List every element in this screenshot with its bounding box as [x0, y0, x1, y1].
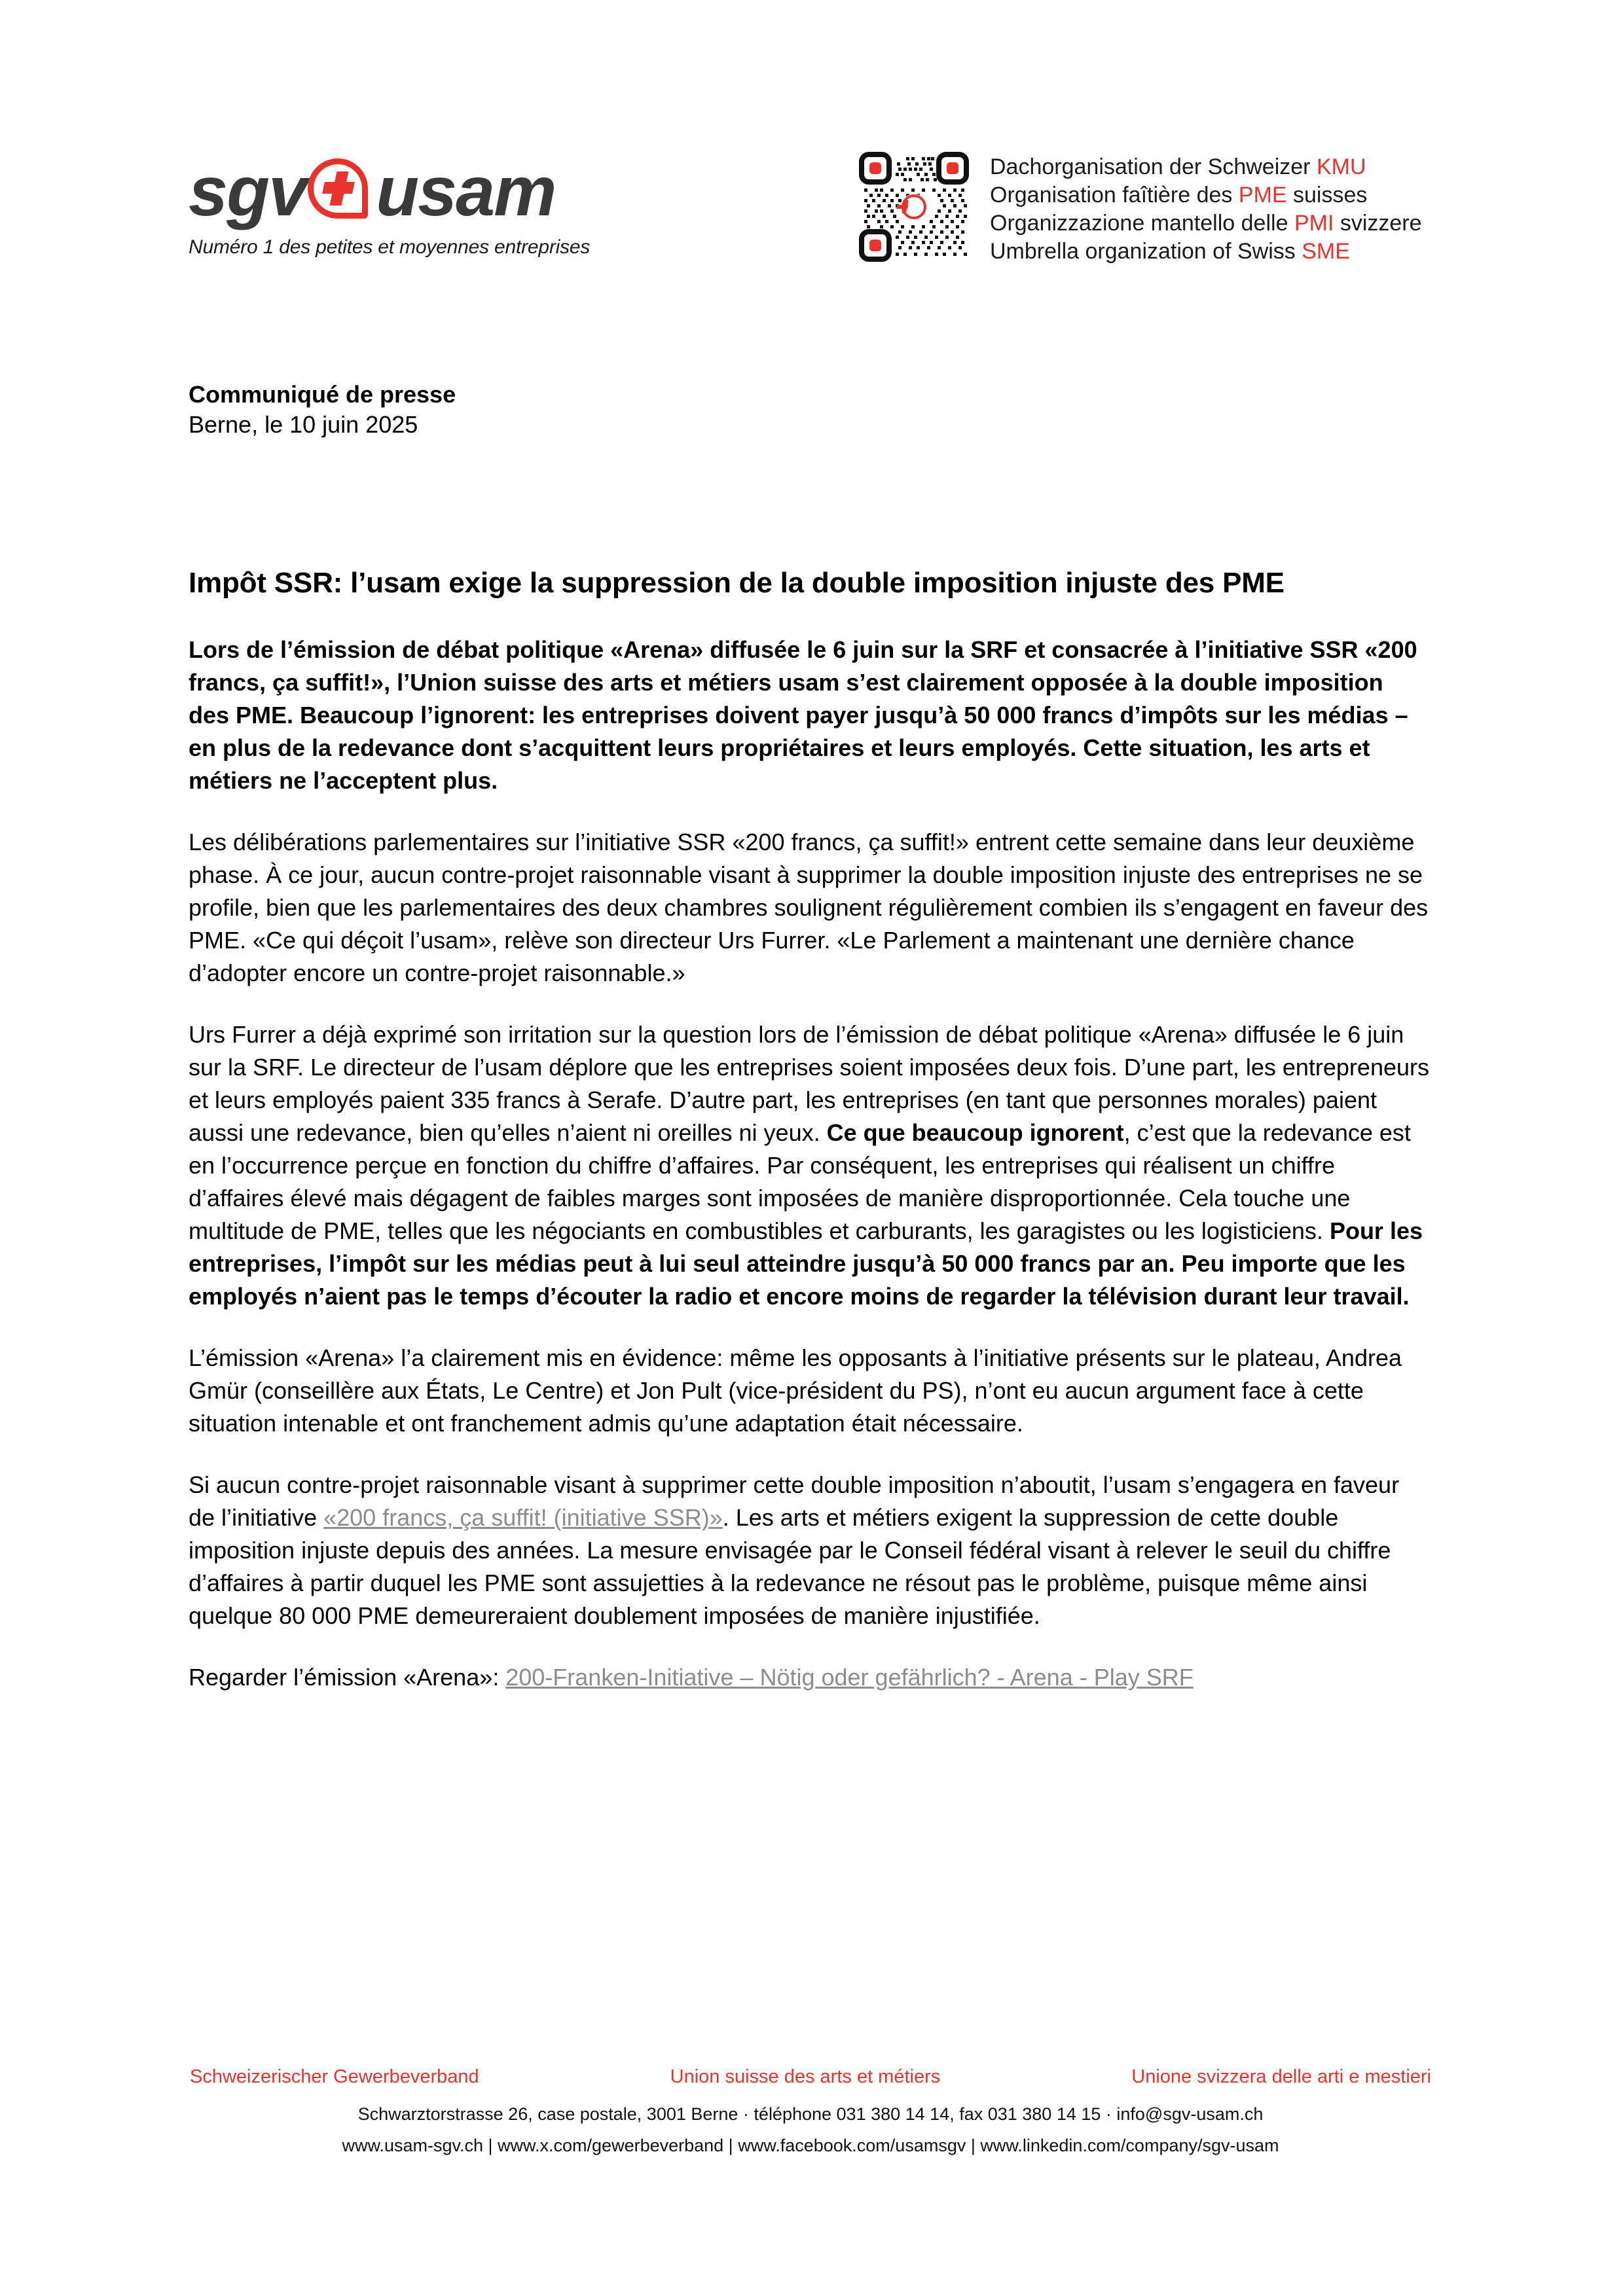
document-body: [189, 380, 1429, 1694]
sgv-usam-logo: [189, 151, 608, 259]
lang-it-highlight: PMI: [1294, 211, 1334, 236]
paragraph-5: [189, 1661, 1429, 1694]
lang-en-prefix: Umbrella organization of Swiss: [990, 239, 1302, 264]
paragraph-2: [189, 1018, 1429, 1313]
page-title: Impôt SSR: l’usam exige la suppression de la double imposition injuste des PME: [189, 567, 1285, 599]
footer-address: Schwarztorstrasse 26, case postale, 3001 Berne · téléphone 031 380 14 14, fax 031 380 14 15 · info@sgv-usam.ch: [357, 2104, 1264, 2124]
lang-de-highlight: KMU: [1316, 154, 1366, 179]
footer-name-it: Unione svizzera delle arti e mestieri: [1131, 2066, 1431, 2087]
lang-fr-suffix: suisses: [1286, 183, 1368, 207]
lang-line-it: [990, 209, 1422, 238]
lang-de-prefix: Dachorganisation der Schweizer: [990, 154, 1317, 179]
logo-wordmark: [189, 151, 608, 230]
paragraph-2-bold-2: Pour les entreprises, l’impôt sur les médias peut à lui seul atteindre jusqu’à 50 000 francs par an. Peu importe que les employés n’aient pas le temps d’écouter la radio et encore moins de regarder la télévision durant leur travail.: [189, 1217, 1423, 1310]
footer-name-fr: Union suisse des arts et métiers: [670, 2066, 941, 2087]
lang-it-prefix: Organizzazione mantello delle: [990, 211, 1294, 236]
arena-broadcast-link[interactable]: 200-Franken-Initiative – Nötig oder gefährlich? - Arena - Play SRF: [505, 1664, 1194, 1691]
qr-code-icon[interactable]: [858, 151, 970, 263]
logo-tagline: Numéro 1 des petites et moyennes entreprises: [189, 236, 591, 258]
lang-fr-prefix: Organisation faîtière des: [990, 183, 1239, 207]
footer-name-de: Schweizerischer Gewerbeverband: [190, 2066, 479, 2087]
swiss-cross-circle-icon: [306, 157, 374, 225]
lang-line-en: [990, 238, 1422, 266]
paragraph-1: Les délibérations parlementaires sur l’initiative SSR «200 francs, ça suffit!» entrent cette semaine dans leur deuxième phase. À ce jour, aucun contre-projet raisonnable visant à supprimer la double imposition injuste des entreprises ne se profile, bien que les parlementaires des deux chambres soulignent régulièrement combien ils s’engagent en faveur des PME. «Ce qui déçoit l’usam», relève son directeur Urs Furrer. «Le Parlement a maintenant une dernière chance d’adopter encore un contre-projet raisonnable.»: [189, 829, 1429, 986]
logo-text-sgv: sgv: [189, 151, 307, 230]
footer-organization-names: [189, 2065, 1432, 2089]
paragraph-2-part-a: Urs Furrer a déjà exprimé son irritation sur la question lors de l’émission de débat politique «Arena» diffusée le 6 juin sur la SRF. Le directeur de l’usam déplore que les entreprises soient imposées deux fois. D’une part, les entrepreneurs et leurs employés paient 335 francs à Serafe. D’autre part, les entreprises (en tant que personnes morales) paient aussi une redevance, bien qu’elles n’aient ni oreilles ni yeux.: [189, 1021, 1429, 1146]
initiative-link[interactable]: «200 francs, ça suffit! (initiative SSR)»: [323, 1504, 723, 1531]
qr-language-block: [858, 151, 1422, 266]
paragraph-2-bold-1: Ce que beaucoup ignorent: [826, 1119, 1124, 1146]
paragraph-4: [189, 1469, 1429, 1632]
paragraph-2-part-b: , c’est que la redevance est en l’occurrence perçue en fonction du chiffre d’affaires. Par conséquent, les entreprises qui réalisent un chiffre d’affaires élevé mais dégagent de faibles marges sont imposées de manière disproportionnée. Cela touche une multitude de PME, telles que les négociants en combustibles et carburants, les garagistes ou les logisticiens.: [189, 1119, 1411, 1244]
logo-text-usam: usam: [376, 151, 556, 230]
lang-it-suffix: svizzere: [1334, 211, 1422, 236]
organization-languages: [990, 151, 1422, 266]
paragraph-4-part-a: Si aucun contre-projet raisonnable visant à supprimer cette double imposition n’aboutit, l’usam s’engagera en faveur de l’initiative: [189, 1471, 1400, 1531]
paragraph-4-part-b: . Les arts et métiers exigent la suppression de cette double imposition injuste depuis des années. La mesure envisagée par le Conseil fédéral visant à relever le seuil du chiffre d’affaires à partir duquel les PME sont assujetties à la redevance ne résout pas le problème, puisque même ainsi quelque 80 000 PME demeureraient doublement imposées de manière injustifiée.: [189, 1504, 1391, 1629]
lead-paragraph: Lors de l’émission de débat politique «Arena» diffusée le 6 juin sur la SRF et consacrée à l’initiative SSR «200 francs, ça suffit!», l’Union suisse des arts et métiers usam s’est clairement opposée à la double imposition des PME. Beaucoup l’ignorent: les entreprises doivent payer jusqu’à 50 000 francs d’impôts sur les médias – en plus de la redevance dont s’acquittent leurs propriétaires et leurs employés. Cette situation, les arts et métiers ne l’acceptent plus.: [189, 636, 1417, 794]
lang-line-de: [990, 153, 1422, 181]
lang-line-fr: [990, 181, 1422, 209]
dateline: Berne, le 10 juin 2025: [189, 411, 418, 438]
lang-fr-highlight: PME: [1238, 183, 1287, 207]
document-header: [0, 0, 1623, 308]
document-kind: Communiqué de presse: [189, 381, 456, 408]
watch-show-label: Regarder l’émission «Arena»:: [189, 1664, 506, 1691]
document-footer: [189, 2065, 1432, 2157]
footer-weblinks[interactable]: www.usam-sgv.ch | www.x.com/gewerbeverband | www.facebook.com/usamsgv | www.linkedin.com/company/sgv-usam: [342, 2136, 1279, 2155]
lang-en-highlight: SME: [1302, 239, 1350, 264]
paragraph-3: L’émission «Arena» l’a clairement mis en évidence: même les opposants à l’initiative présents sur le plateau, Andrea Gmür (conseillère aux États, Le Centre) et Jon Pult (vice-président du PS), n’ont eu aucun argument face à cette situation intenable et ont franchement admis qu’une adaptation était nécessaire.: [189, 1344, 1402, 1437]
